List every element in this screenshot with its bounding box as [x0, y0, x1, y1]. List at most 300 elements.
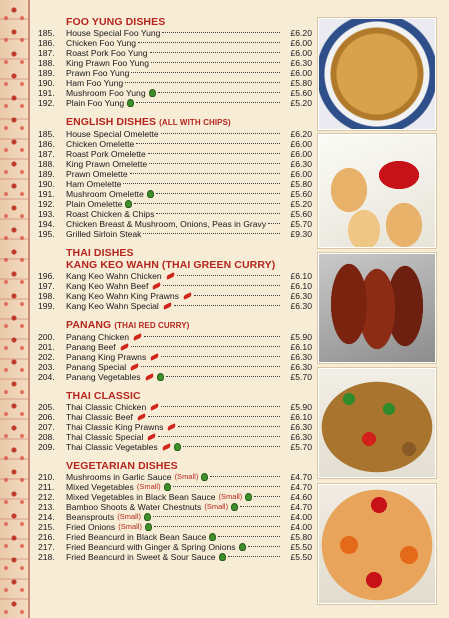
item-name: Kang Keo Wahn Chicken [66, 271, 162, 281]
menu-item [38, 422, 312, 432]
dotted-leader [144, 336, 280, 337]
item-price: £5.80 [290, 532, 312, 542]
item-number: 215. [38, 522, 55, 532]
item-price: £6.10 [290, 342, 312, 352]
dotted-leader [151, 62, 280, 63]
item-number: 208. [38, 432, 55, 442]
menu-item [38, 332, 312, 342]
item-number: 191. [38, 189, 55, 199]
vegetarian-icon [144, 513, 151, 521]
item-number: 206. [38, 412, 55, 422]
item-number: 205. [38, 402, 55, 412]
item-name-group [66, 169, 128, 179]
item-name-group [66, 78, 123, 88]
item-name-group [66, 342, 129, 352]
section-title-text: ENGLISH DISHES [66, 116, 157, 128]
item-name-group [66, 552, 226, 562]
item-name: Kang Keo Wahn King Prawns [66, 291, 179, 301]
dotted-leader [194, 295, 280, 296]
dotted-leader [240, 506, 280, 507]
item-name-group [66, 219, 266, 229]
item-number: 207. [38, 422, 55, 432]
item-name: Plain Foo Yung [66, 98, 125, 108]
stir-fry-photo [318, 368, 436, 478]
item-name: Panang Special [66, 362, 127, 372]
item-name-group [66, 139, 134, 149]
menu-item [38, 229, 312, 239]
vegetarian-icon [219, 553, 226, 561]
item-name-group [66, 28, 160, 38]
item-name: Fried Beancurd in Sweet & Sour Sauce [66, 552, 216, 562]
menu-item [38, 179, 312, 189]
menu-item [38, 512, 312, 522]
item-number: 203. [38, 362, 55, 372]
item-price: £6.10 [290, 281, 312, 291]
item-number: 195. [38, 229, 55, 239]
dotted-leader [161, 133, 280, 134]
item-name: Panang Beef [66, 342, 116, 352]
item-name: Bamboo Shoots & Water Chestnuts [66, 502, 202, 512]
item-name-group [66, 422, 176, 432]
item-price: £6.10 [290, 412, 312, 422]
dotted-leader [161, 406, 280, 407]
item-price: £6.20 [290, 129, 312, 139]
item-number: 218. [38, 552, 55, 562]
item-name: Thai Classic Vegetables [66, 442, 158, 452]
item-name-group [66, 301, 172, 311]
item-name-group [66, 512, 151, 522]
item-price: £6.00 [290, 139, 312, 149]
item-number: 189. [38, 68, 55, 78]
item-number: 199. [38, 301, 55, 311]
menu-section [38, 390, 312, 452]
item-name-group [66, 48, 148, 58]
item-price: £5.90 [290, 332, 312, 342]
item-price: £5.70 [290, 372, 312, 382]
menu-item [38, 472, 312, 482]
dotted-leader [153, 516, 280, 517]
item-number: 192. [38, 199, 55, 209]
item-number: 190. [38, 78, 55, 88]
item-price: £5.90 [290, 402, 312, 412]
item-price: £5.50 [290, 542, 312, 552]
chilli-icon [136, 413, 146, 420]
item-name: Plain Omelette [66, 199, 123, 209]
chilli-icon [152, 282, 162, 289]
chilli-icon [119, 343, 129, 350]
dotted-leader [143, 233, 280, 234]
item-name-group [66, 542, 246, 552]
vegetarian-icon [164, 483, 171, 491]
dotted-leader [166, 376, 280, 377]
item-price: £5.60 [290, 209, 312, 219]
item-price: £4.70 [290, 482, 312, 492]
section-title [38, 460, 312, 472]
item-name-group [66, 189, 154, 199]
item-name-group [66, 432, 156, 442]
menu-item [38, 432, 312, 442]
item-price: £6.10 [290, 271, 312, 281]
item-price: £6.30 [290, 362, 312, 372]
item-name: Thai Classic Beef [66, 412, 133, 422]
vegetarian-icon [147, 190, 154, 198]
item-price: £6.00 [290, 149, 312, 159]
chilli-icon [144, 373, 154, 380]
vegetarian-icon [174, 443, 181, 451]
item-number: 185. [38, 28, 55, 38]
section-subtitle: (THAI RED CURRY) [114, 321, 190, 330]
item-name: Fried Beancurd with Ginger & Spring Onions [66, 542, 236, 552]
chilli-icon [150, 403, 160, 410]
item-number: 189. [38, 169, 55, 179]
item-price: £4.70 [290, 472, 312, 482]
item-name-group [66, 209, 154, 219]
vegetarian-icon [125, 200, 132, 208]
vegetarian-icon [201, 473, 208, 481]
item-number: 217. [38, 542, 55, 552]
dotted-leader [161, 356, 280, 357]
menu-item [38, 402, 312, 412]
item-name: Chicken Omelette [66, 139, 135, 149]
item-name: King Prawn Omelette [66, 159, 148, 169]
item-name-group [66, 129, 159, 139]
item-name: Beansprouts [66, 512, 115, 522]
sweet-sour-photo [318, 484, 436, 604]
chilli-icon [147, 433, 157, 440]
dotted-leader [268, 223, 280, 224]
dotted-leader [177, 275, 280, 276]
dotted-leader [150, 52, 280, 53]
item-number: 192. [38, 98, 55, 108]
menu-item [38, 552, 312, 562]
item-name: Chicken Foo Yung [66, 38, 137, 48]
menu-item [38, 372, 312, 382]
menu-item [38, 129, 312, 139]
dotted-leader [148, 153, 280, 154]
item-number: 212. [38, 492, 55, 502]
item-number: 186. [38, 38, 55, 48]
menu-item [38, 199, 312, 209]
item-price: £6.00 [290, 68, 312, 78]
item-name-group [66, 38, 136, 48]
item-name-group [66, 412, 146, 422]
item-name-group [66, 149, 146, 159]
item-price: £5.60 [290, 189, 312, 199]
item-number: 196. [38, 271, 55, 281]
chilli-icon [130, 363, 140, 370]
dotted-leader [131, 72, 280, 73]
item-price: £6.00 [290, 48, 312, 58]
dotted-leader [123, 183, 280, 184]
chilli-icon [150, 353, 160, 360]
dotted-leader [178, 426, 280, 427]
chilli-icon [133, 333, 143, 340]
item-small-label: (Small) [174, 472, 199, 481]
item-number: 193. [38, 209, 55, 219]
menu-item [38, 58, 312, 68]
section-title-text: FOO YUNG DISHES [66, 16, 166, 28]
chilli-icon [182, 292, 192, 299]
vegetarian-icon [145, 523, 152, 531]
dotted-leader [134, 203, 280, 204]
item-number: 214. [38, 512, 55, 522]
dotted-leader [136, 143, 280, 144]
item-name: Ham Omelette [66, 179, 122, 189]
dotted-leader [136, 102, 280, 103]
item-name-group [66, 88, 156, 98]
item-name-group [66, 502, 238, 512]
dotted-leader [158, 436, 280, 437]
menu-item [38, 271, 312, 281]
menu-item [38, 482, 312, 492]
menu-item [38, 28, 312, 38]
section-title [38, 247, 312, 259]
item-name-group [66, 362, 139, 372]
item-number: 188. [38, 58, 55, 68]
item-number: 187. [38, 149, 55, 159]
item-small-label: (Small) [117, 512, 142, 521]
menu-item [38, 542, 312, 552]
menu-item [38, 522, 312, 532]
item-small-label: (Small) [204, 502, 229, 511]
item-name: House Special Foo Yung [66, 28, 161, 38]
item-number: 202. [38, 352, 55, 362]
item-name: Roast Pork Foo Yung [66, 48, 148, 58]
dotted-leader [228, 556, 280, 557]
item-number: 209. [38, 442, 55, 452]
item-price: £6.30 [290, 432, 312, 442]
menu-item [38, 492, 312, 502]
item-price: £6.30 [290, 291, 312, 301]
item-name: Thai Classic King Prawns [66, 422, 164, 432]
menu-item [38, 189, 312, 199]
menu-item [38, 169, 312, 179]
item-name: Prawn Omelette [66, 169, 128, 179]
menu-item [38, 532, 312, 542]
item-price: £5.70 [290, 442, 312, 452]
dotted-leader [138, 42, 280, 43]
dotted-leader [130, 173, 280, 174]
item-price: £6.30 [290, 159, 312, 169]
item-name-group [66, 58, 149, 68]
menu-item [38, 342, 312, 352]
vegetarian-icon [127, 99, 134, 107]
item-price: £5.50 [290, 552, 312, 562]
item-name: Panang Vegetables [66, 372, 141, 382]
item-name-group [66, 68, 129, 78]
item-price: £6.30 [290, 58, 312, 68]
item-name-group [66, 352, 159, 362]
dotted-leader [158, 92, 280, 93]
item-price: £4.00 [290, 512, 312, 522]
menu-item [38, 301, 312, 311]
menu-item [38, 149, 312, 159]
item-small-label: (Small) [218, 492, 243, 501]
item-name-group [66, 482, 171, 492]
dotted-leader [156, 193, 280, 194]
item-price: £6.20 [290, 28, 312, 38]
prawn-dish-photo [318, 134, 436, 248]
chilli-icon [165, 272, 175, 279]
duck-photo [318, 253, 436, 363]
vegetarian-icon [157, 373, 164, 381]
dotted-leader [173, 486, 280, 487]
item-name: Ham Foo Yung [66, 78, 124, 88]
item-small-label: (Small) [118, 522, 142, 531]
item-price: £6.00 [290, 169, 312, 179]
menu-item [38, 442, 312, 452]
menu-section [38, 319, 312, 382]
item-name: Kang Keo Wahn Special [66, 301, 159, 311]
item-name-group [66, 199, 132, 209]
item-price: £5.20 [290, 199, 312, 209]
vegetarian-icon [231, 503, 238, 511]
dotted-leader [210, 476, 280, 477]
dotted-leader [218, 536, 280, 537]
menu-item [38, 98, 312, 108]
menu-item [38, 78, 312, 88]
item-number: 194. [38, 219, 55, 229]
chilli-icon [162, 302, 172, 309]
dotted-leader [141, 366, 280, 367]
item-name-group [66, 532, 216, 542]
item-name-group [66, 522, 152, 532]
item-price: £4.70 [290, 502, 312, 512]
item-name: Panang Chicken [66, 332, 130, 342]
item-small-label: (Small) [136, 482, 161, 491]
item-name: Fried Onions [66, 522, 116, 532]
item-price: £5.70 [290, 219, 312, 229]
item-number: 200. [38, 332, 55, 342]
dotted-leader [131, 346, 280, 347]
menu-item [38, 352, 312, 362]
dotted-leader [248, 546, 280, 547]
section-title-text: THAI CLASSIC [66, 390, 141, 402]
dotted-leader [148, 416, 280, 417]
menu-item [38, 502, 312, 512]
section-title [38, 16, 312, 28]
item-name: Prawn Foo Yung [66, 68, 130, 78]
section-title-text: PANANG [66, 319, 112, 331]
menu-section [38, 116, 312, 239]
menu-item [38, 159, 312, 169]
foo-yung-photo [318, 18, 436, 130]
item-name: Fried Beancurd in Black Bean Sauce [66, 532, 207, 542]
item-name-group [66, 281, 161, 291]
item-number: 186. [38, 139, 55, 149]
item-price: £5.80 [290, 78, 312, 88]
section-title [38, 390, 312, 402]
item-name-group [66, 159, 147, 169]
item-number: 201. [38, 342, 55, 352]
menu-item [38, 38, 312, 48]
section-title-text: THAI DISHES [66, 247, 134, 259]
menu-section [38, 247, 312, 311]
menu-item [38, 139, 312, 149]
item-number: 216. [38, 532, 55, 542]
section-subtitle: (ALL WITH CHIPS) [159, 118, 231, 127]
item-name: Mixed Vegetables [66, 482, 134, 492]
menu-item [38, 48, 312, 58]
menu-item [38, 68, 312, 78]
section-title-secondary: KANG KEO WAHN (THAI GREEN CURRY) [66, 259, 276, 271]
item-name: Panang King Prawns [66, 352, 147, 362]
dotted-leader [154, 526, 280, 527]
vegetarian-icon [239, 543, 246, 551]
menu-item [38, 291, 312, 301]
vegetarian-icon [149, 89, 156, 97]
item-name: Grilled Sirloin Steak [66, 229, 142, 239]
ornamental-border [0, 0, 28, 618]
item-price: £6.30 [290, 422, 312, 432]
menu-item [38, 219, 312, 229]
item-name: Chicken Breast & Mushroom, Onions, Peas in Gravy [66, 219, 267, 229]
item-name: Roast Pork Omelette [66, 149, 146, 159]
item-name: Thai Classic Special [66, 432, 144, 442]
item-price: £5.20 [290, 98, 312, 108]
chilli-icon [161, 443, 171, 450]
item-price: £6.30 [290, 352, 312, 362]
dotted-leader [163, 285, 280, 286]
menu-section [38, 460, 312, 562]
dotted-leader [162, 32, 280, 33]
item-number: 188. [38, 159, 55, 169]
item-name-group [66, 271, 175, 281]
item-number: 210. [38, 472, 55, 482]
item-name: Roast Chicken & Chips [66, 209, 155, 219]
item-number: 204. [38, 372, 55, 382]
dotted-leader [254, 496, 280, 497]
item-number: 190. [38, 179, 55, 189]
item-name: House Special Omelette [66, 129, 159, 139]
item-name-group [66, 472, 208, 482]
vegetarian-icon [245, 493, 252, 501]
item-name-group [66, 332, 142, 342]
item-number: 187. [38, 48, 55, 58]
dotted-leader [183, 446, 280, 447]
dotted-leader [174, 305, 280, 306]
item-name-group [66, 372, 164, 382]
section-title-text: VEGETARIAN DISHES [66, 460, 178, 472]
item-name-group [66, 229, 141, 239]
item-name: Mushroom Omelette [66, 189, 144, 199]
item-price: £6.30 [290, 301, 312, 311]
item-price: £4.60 [290, 492, 312, 502]
item-name-group [66, 492, 252, 502]
item-name: Mushrooms in Garlic Sauce [66, 472, 172, 482]
section-title [38, 319, 312, 332]
menu-item [38, 362, 312, 372]
item-number: 191. [38, 88, 55, 98]
item-number: 198. [38, 291, 55, 301]
item-number: 185. [38, 129, 55, 139]
menu-item [38, 281, 312, 291]
item-number: 197. [38, 281, 55, 291]
item-name-group [66, 179, 121, 189]
item-name: Mushroom Foo Yung [66, 88, 146, 98]
item-name-group [66, 98, 134, 108]
menu-item [38, 209, 312, 219]
dotted-leader [156, 213, 280, 214]
chilli-icon [167, 423, 177, 430]
dotted-leader [125, 82, 280, 83]
menu-section [38, 16, 312, 108]
border-divider [28, 0, 30, 618]
item-name-group [66, 402, 159, 412]
item-price: £9.30 [290, 229, 312, 239]
item-number: 213. [38, 502, 55, 512]
item-name: Mixed Vegetables in Black Bean Sauce [66, 492, 216, 502]
